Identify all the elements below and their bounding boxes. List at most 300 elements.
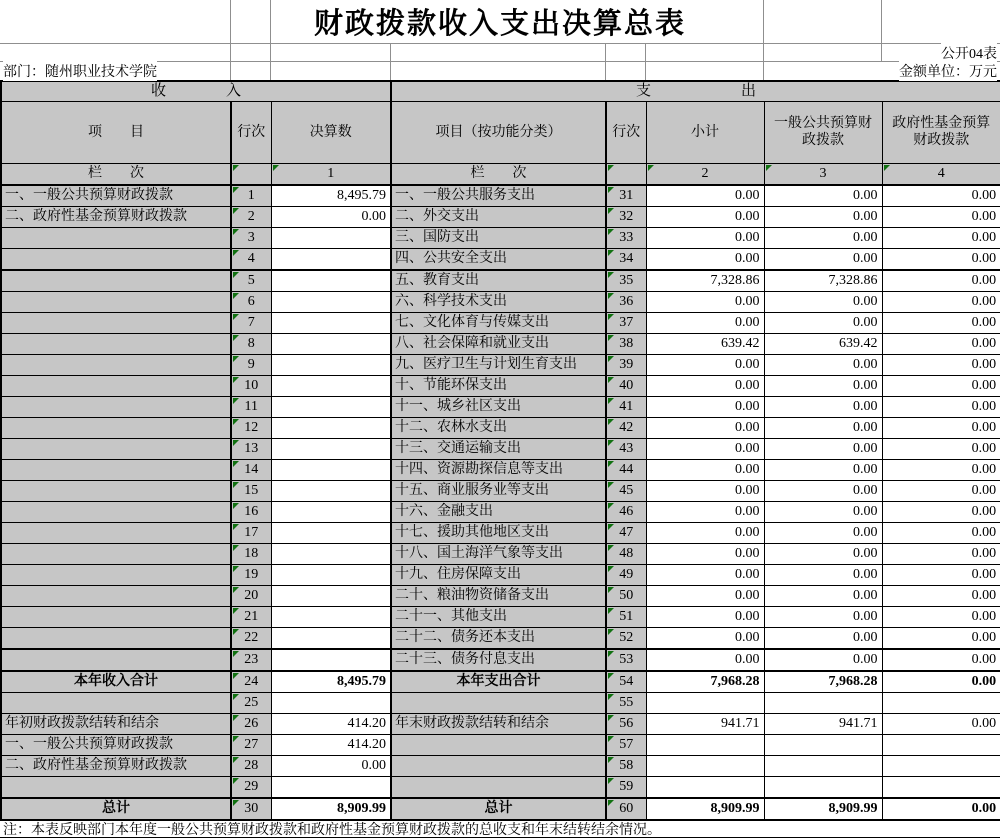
income-amount-header: 决算数: [271, 101, 391, 163]
exp-fund-cell: [882, 776, 1000, 798]
exp-item-cell: 二十、粮油物资储备支出: [391, 585, 606, 606]
income-amount-cell: 8,495.79: [271, 671, 391, 693]
corner-marker-icon: [608, 165, 614, 171]
gridline: [230, 44, 231, 61]
income-amount-cell: 0.00: [271, 206, 391, 227]
table-row: [1, 438, 1000, 459]
exp-rowno-cell: [606, 480, 646, 501]
exp-subtotal-cell: 0.00: [646, 312, 764, 333]
exp-item-cell: 四、公共安全支出: [391, 248, 606, 270]
row-number-label: 23: [244, 652, 259, 667]
exp-subtotal-cell: 0.00: [646, 248, 764, 270]
income-amount-cell: 414.20: [271, 713, 391, 734]
income-item-header: 项 目: [1, 101, 231, 163]
exp-rowno-cell: [606, 354, 646, 375]
exp-subtotal-cell: 0.00: [646, 480, 764, 501]
row-number-label: 8: [247, 336, 255, 351]
income-rowno-cell: [231, 227, 271, 248]
corner-marker-icon: [233, 440, 239, 446]
exp-rowno-cell: [606, 755, 646, 776]
exp-fund-cell: 0.00: [882, 185, 1000, 207]
exp-general-cell: 0.00: [764, 312, 882, 333]
row-number-label: 39: [619, 357, 634, 372]
page-title: 财政拨款收入支出决算总表: [308, 1, 692, 42]
gridline: [645, 44, 646, 61]
exp-general-cell: 0.00: [764, 585, 882, 606]
exp-subtotal-cell: 0.00: [646, 438, 764, 459]
exp-fund-cell: 0.00: [882, 291, 1000, 312]
corner-marker-icon: [233, 778, 239, 784]
exp-fund-cell: 0.00: [882, 333, 1000, 354]
row-number-label: 9: [247, 357, 255, 372]
table-row: [1, 798, 1000, 820]
row-number-label: 13: [244, 441, 259, 456]
income-rowno-cell: [231, 501, 271, 522]
corner-marker-icon: [233, 736, 239, 742]
exp-fund-cell: 0.00: [882, 798, 1000, 820]
corner-marker-icon: [233, 651, 239, 657]
row-number-label: 54: [619, 674, 634, 689]
income-amount-cell: [271, 606, 391, 627]
exp-rowno-cell: [606, 227, 646, 248]
exp-subtotal-cell: 0.00: [646, 459, 764, 480]
exp-item-cell: 八、社会保障和就业支出: [391, 333, 606, 354]
row-number-label: 25: [244, 695, 259, 710]
table-row: [1, 776, 1000, 798]
exp-fund-cell: 0.00: [882, 649, 1000, 671]
table-row: [1, 270, 1000, 292]
exp-fund-cell: 0.00: [882, 354, 1000, 375]
exp-fund-cell: 0.00: [882, 417, 1000, 438]
exp-rowno-cell: [606, 291, 646, 312]
row-number-label: 29: [244, 779, 259, 794]
exp-item-cell: 十、节能环保支出: [391, 375, 606, 396]
income-item-cell: [1, 776, 231, 798]
income-item-cell: [1, 585, 231, 606]
row-number-label: 58: [619, 758, 634, 773]
exp-item-cell: 五、教育支出: [391, 270, 606, 292]
income-item-cell: [1, 543, 231, 564]
column-index-row: [1, 163, 1000, 185]
income-item-cell: 年初财政拨款结转和结余: [1, 713, 231, 734]
corner-marker-icon: [233, 566, 239, 572]
corner-marker-icon: [233, 673, 239, 679]
income-rowno-cell: [231, 692, 271, 713]
corner-marker-icon: [608, 715, 614, 721]
table-row: [1, 713, 1000, 734]
unit-label: 金额单位：万元: [899, 61, 997, 81]
income-rowno-cell: [231, 798, 271, 820]
income-rowno-cell: [231, 585, 271, 606]
income-rowno-cell: [231, 417, 271, 438]
table-row: [1, 185, 1000, 207]
department-label: 部门：随州职业技术学院: [3, 61, 157, 81]
row-number-label: 19: [244, 567, 259, 582]
corner-marker-icon: [608, 545, 614, 551]
footer-note: 注：本表反映部门本年度一般公共预算财政拨款和政府性基金预算财政拨款的总收支和年末结转结余情况。: [3, 822, 661, 838]
corner-marker-icon: [608, 461, 614, 467]
row-number-label: 60: [619, 801, 634, 816]
row-number-label: 30: [244, 801, 259, 816]
corner-marker-icon: [233, 250, 239, 256]
gridline: [270, 62, 271, 80]
gridline: [881, 44, 882, 61]
corner-marker-icon: [233, 356, 239, 362]
exp-general-cell: 0.00: [764, 375, 882, 396]
income-rowno-cell: [231, 755, 271, 776]
table-row: [1, 354, 1000, 375]
income-item-cell: [1, 459, 231, 480]
corner-marker-icon: [608, 800, 614, 806]
exp-fund-cell: 0.00: [882, 585, 1000, 606]
exp-fund-cell: 0.00: [882, 438, 1000, 459]
exp-rowno-cell: [606, 185, 646, 207]
exp-rowno-cell: [606, 606, 646, 627]
gridline: [230, 0, 231, 43]
exp-general-header: 一般公共预算财政拨款: [764, 101, 882, 163]
corner-marker-icon: [233, 545, 239, 551]
table-row: [1, 692, 1000, 713]
corner-marker-icon: [608, 187, 614, 193]
income-rowno-cell: [231, 185, 271, 207]
corner-marker-icon: [608, 335, 614, 341]
income-lanci-col-cell: [271, 163, 391, 185]
income-amount-cell: [271, 396, 391, 417]
exp-subtotal-cell: 0.00: [646, 291, 764, 312]
exp-item-cell: [391, 692, 606, 713]
exp-fund-cell: 0.00: [882, 543, 1000, 564]
corner-marker-icon: [608, 377, 614, 383]
exp-item-cell: 二十二、债务还本支出: [391, 627, 606, 649]
row-number-label: 11: [244, 399, 258, 414]
corner-marker-icon: [233, 272, 239, 278]
corner-marker-icon: [608, 651, 614, 657]
row-number-label: 21: [244, 609, 259, 624]
exp-general-cell: 0.00: [764, 417, 882, 438]
row-number-label: 40: [619, 378, 634, 393]
income-item-cell: [1, 480, 231, 501]
row-number-label: 22: [244, 630, 259, 645]
exp-subtotal-cell: 0.00: [646, 543, 764, 564]
exp-item-cell: 二十三、债务付息支出: [391, 649, 606, 671]
income-rowno-cell: [231, 312, 271, 333]
income-amount-cell: 0.00: [271, 755, 391, 776]
income-amount-cell: [271, 438, 391, 459]
gridline: [763, 62, 764, 80]
gridline: [881, 0, 882, 43]
row-number-label: 2: [247, 209, 255, 224]
table-row: [1, 734, 1000, 755]
exp-general-cell: [764, 734, 882, 755]
income-item-cell: [1, 649, 231, 671]
form-number-row: [0, 44, 1000, 62]
row-number-label: 12: [244, 420, 259, 435]
exp-item-cell: 二、外交支出: [391, 206, 606, 227]
exp-general-cell: 0.00: [764, 185, 882, 207]
exp-subtotal-cell: 0.00: [646, 206, 764, 227]
exp-subtotal-cell: 639.42: [646, 333, 764, 354]
exp-subtotal-cell: 0.00: [646, 354, 764, 375]
exp-subtotal-cell: 0.00: [646, 564, 764, 585]
income-rowno-cell: [231, 333, 271, 354]
income-rowno-cell: [231, 375, 271, 396]
corner-marker-icon: [608, 229, 614, 235]
income-amount-cell: [271, 227, 391, 248]
exp-fund-cell: 0.00: [882, 522, 1000, 543]
row-number-label: 35: [619, 273, 634, 288]
income-item-cell: 总计: [1, 798, 231, 820]
exp-rowno-cell: [606, 270, 646, 292]
income-rowno-cell: [231, 776, 271, 798]
exp-rowno-cell: [606, 671, 646, 693]
table-row: [1, 564, 1000, 585]
income-item-cell: [1, 564, 231, 585]
gridline: [270, 0, 271, 43]
income-amount-cell: [271, 692, 391, 713]
column-header-row: [1, 101, 1000, 163]
exp-item-cell: 十三、交通运输支出: [391, 438, 606, 459]
corner-marker-icon: [608, 778, 614, 784]
exp-subtotal-cell: 0.00: [646, 417, 764, 438]
row-number-label: 42: [619, 420, 634, 435]
corner-marker-icon: [608, 272, 614, 278]
row-number-label: 16: [244, 504, 259, 519]
income-amount-cell: [271, 585, 391, 606]
income-amount-cell: [271, 291, 391, 312]
exp-subtotal-cell: 0.00: [646, 585, 764, 606]
income-item-cell: [1, 291, 231, 312]
exp-subtotal-cell: 0.00: [646, 375, 764, 396]
row-number-label: 47: [619, 525, 634, 540]
row-number-label: 53: [619, 652, 634, 667]
exp-item-cell: 九、医疗卫生与计划生育支出: [391, 354, 606, 375]
income-amount-cell: [271, 627, 391, 649]
income-rowno-cell: [231, 270, 271, 292]
row-number-label: 55: [619, 695, 634, 710]
income-rowno-cell: [231, 627, 271, 649]
exp-general-cell: [764, 776, 882, 798]
exp-rowno-cell: [606, 417, 646, 438]
exp-general-cell: 0.00: [764, 564, 882, 585]
row-number-label: 17: [244, 525, 259, 540]
income-item-cell: [1, 227, 231, 248]
corner-marker-icon: [608, 356, 614, 362]
exp-rowno-cell: [606, 798, 646, 820]
table-row: [1, 522, 1000, 543]
row-number-label: 50: [619, 588, 634, 603]
income-rowno-cell: [231, 438, 271, 459]
income-item-cell: [1, 522, 231, 543]
row-number-label: 49: [619, 567, 634, 582]
exp-subtotal-cell: 7,328.86: [646, 270, 764, 292]
exp-item-cell: [391, 776, 606, 798]
exp-general-cell: 0.00: [764, 291, 882, 312]
income-item-cell: [1, 375, 231, 396]
exp-rowno-cell: [606, 206, 646, 227]
exp-subtotal-cell: 0.00: [646, 606, 764, 627]
exp-general-cell: 0.00: [764, 438, 882, 459]
corner-marker-icon: [608, 482, 614, 488]
row-number-label: 4: [247, 251, 255, 266]
income-item-cell: [1, 270, 231, 292]
income-amount-cell: [271, 564, 391, 585]
corner-marker-icon: [608, 208, 614, 214]
corner-marker-icon: [608, 314, 614, 320]
table-row: [1, 585, 1000, 606]
exp-rowno-cell: [606, 692, 646, 713]
row-number-label: 32: [619, 209, 634, 224]
exp-general-cell: 0.00: [764, 606, 882, 627]
exp-fund-cell: 0.00: [882, 375, 1000, 396]
income-amount-cell: [271, 270, 391, 292]
corner-marker-icon: [233, 503, 239, 509]
exp-fund-header: 政府性基金预算财政拨款: [882, 101, 1000, 163]
corner-marker-icon: [608, 736, 614, 742]
exp-fund-cell: 0.00: [882, 396, 1000, 417]
exp-general-cell: 0.00: [764, 206, 882, 227]
gridline: [763, 44, 764, 61]
corner-marker-icon: [648, 165, 654, 171]
row-number-label: 7: [247, 315, 255, 330]
corner-marker-icon: [233, 587, 239, 593]
exp-rowno-cell: [606, 438, 646, 459]
exp-rowno-cell: [606, 522, 646, 543]
income-amount-cell: [271, 522, 391, 543]
exp-fund-cell: [882, 734, 1000, 755]
row-number-label: 34: [619, 251, 634, 266]
gridline: [230, 62, 231, 80]
row-number-label: 24: [244, 674, 259, 689]
income-rowno-cell: [231, 564, 271, 585]
corner-marker-icon: [608, 673, 614, 679]
income-rowno-cell: [231, 713, 271, 734]
gridline: [605, 44, 606, 61]
exp-fund-cell: 0.00: [882, 671, 1000, 693]
income-rowno-cell: [231, 248, 271, 270]
corner-marker-icon: [608, 757, 614, 763]
exp-item-cell: 七、文化体育与传媒支出: [391, 312, 606, 333]
row-number-label: 6: [247, 294, 255, 309]
exp-item-cell: 六、科学技术支出: [391, 291, 606, 312]
exp-general-cell: 639.42: [764, 333, 882, 354]
row-number-label: 59: [619, 779, 634, 794]
table-row: [1, 671, 1000, 693]
corner-marker-icon: [608, 440, 614, 446]
exp-fund-cell: 0.00: [882, 713, 1000, 734]
table-row: [1, 649, 1000, 671]
exp-fund-cell: 0.00: [882, 627, 1000, 649]
exp-general-cell: [764, 755, 882, 776]
exp-item-cell: 十九、住房保障支出: [391, 564, 606, 585]
income-item-cell: 二、政府性基金预算财政拨款: [1, 755, 231, 776]
table-row: [1, 375, 1000, 396]
exp-item-cell: 一、一般公共服务支出: [391, 185, 606, 207]
row-number-label: 18: [244, 546, 259, 561]
corner-marker-icon: [608, 694, 614, 700]
column-index-number: 1: [327, 166, 335, 181]
income-rowno-header: 行次: [231, 101, 271, 163]
exp-rowno-cell: [606, 564, 646, 585]
income-item-cell: [1, 501, 231, 522]
corner-marker-icon: [608, 524, 614, 530]
row-number-label: 20: [244, 588, 259, 603]
corner-marker-icon: [608, 250, 614, 256]
exp-item-cell: 年末财政拨款结转和结余: [391, 713, 606, 734]
row-number-label: 41: [619, 399, 634, 414]
exp-rowno-cell: [606, 776, 646, 798]
income-item-cell: [1, 312, 231, 333]
exp-general-cell: 0.00: [764, 248, 882, 270]
exp-item-cell: 二十一、其他支出: [391, 606, 606, 627]
exp-rowno-cell: [606, 649, 646, 671]
corner-marker-icon: [233, 208, 239, 214]
corner-marker-icon: [884, 165, 890, 171]
exp-subtotal-cell: 941.71: [646, 713, 764, 734]
corner-marker-icon: [233, 229, 239, 235]
income-rowno-cell: [231, 522, 271, 543]
corner-marker-icon: [233, 187, 239, 193]
income-amount-cell: 414.20: [271, 734, 391, 755]
exp-fund-cell: [882, 692, 1000, 713]
corner-marker-icon: [233, 694, 239, 700]
income-rowno-cell: [231, 649, 271, 671]
income-item-cell: [1, 417, 231, 438]
exp-subtotal-cell: 0.00: [646, 649, 764, 671]
income-item-cell: [1, 438, 231, 459]
income-rowno-cell: [231, 543, 271, 564]
exp-rowno-cell: [606, 396, 646, 417]
exp-general-cell: [764, 692, 882, 713]
income-amount-cell: [271, 333, 391, 354]
table-row: [1, 312, 1000, 333]
income-amount-cell: [271, 417, 391, 438]
income-item-cell: 二、政府性基金预算财政拨款: [1, 206, 231, 227]
corner-marker-icon: [233, 800, 239, 806]
corner-marker-icon: [233, 335, 239, 341]
income-item-cell: [1, 396, 231, 417]
row-number-label: 38: [619, 336, 634, 351]
row-number-label: 56: [619, 716, 634, 731]
row-number-label: 28: [244, 758, 259, 773]
table-row: [1, 248, 1000, 270]
exp-fund-cell: 0.00: [882, 480, 1000, 501]
income-item-cell: [1, 333, 231, 354]
column-index-number: 3: [819, 166, 827, 181]
row-number-label: 46: [619, 504, 634, 519]
income-rowno-cell: [231, 291, 271, 312]
corner-marker-icon: [608, 419, 614, 425]
exp-fund-cell: 0.00: [882, 248, 1000, 270]
table-row: [1, 227, 1000, 248]
exp-subtotal-cell: [646, 692, 764, 713]
exp-general-cell: 0.00: [764, 522, 882, 543]
income-item-cell: 一、一般公共预算财政拨款: [1, 734, 231, 755]
table-row: [1, 543, 1000, 564]
gridline: [270, 44, 271, 61]
corner-marker-icon: [233, 629, 239, 635]
exp-general-cell: 0.00: [764, 543, 882, 564]
exp-rowno-cell: [606, 248, 646, 270]
income-rowno-cell: [231, 606, 271, 627]
income-lanci-label: 栏 次: [1, 163, 231, 185]
exp-general-cell: 0.00: [764, 459, 882, 480]
income-rowno-cell: [231, 671, 271, 693]
exp-item-header: 项目（按功能分类）: [391, 101, 606, 163]
row-number-label: 3: [247, 230, 255, 245]
department-row: [0, 62, 1000, 80]
corner-marker-icon: [273, 165, 279, 171]
exp-rowno-cell: [606, 627, 646, 649]
